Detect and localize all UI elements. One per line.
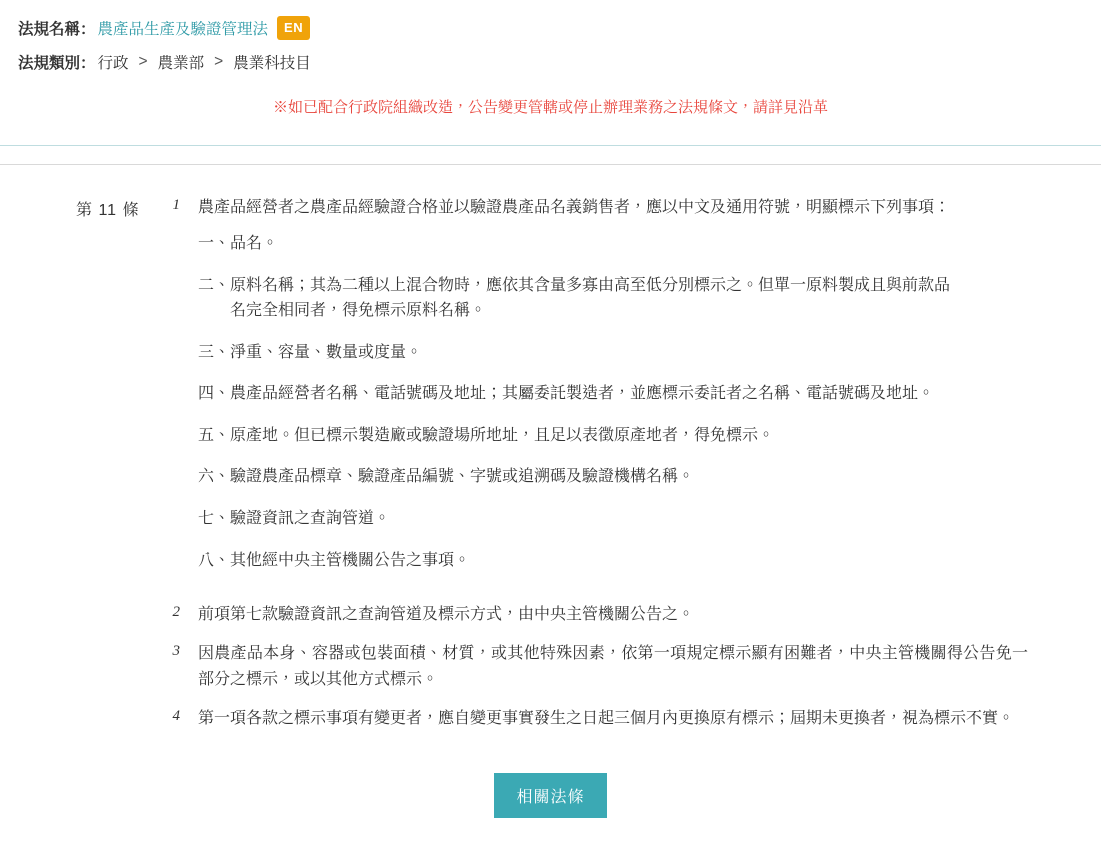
list-item <box>198 340 1028 366</box>
law-category-colon: ： <box>80 55 96 72</box>
paragraph-text: 第一項各款之標示事項有變更者，應自變更事實發生之日起三個月內更換原有標示；屆期未更換者，視為標示不實。 <box>198 709 1015 727</box>
english-version-badge[interactable]: EN <box>277 16 310 40</box>
footer <box>0 755 1101 832</box>
paragraph-number: 2 <box>172 604 180 621</box>
article-container <box>0 165 1101 755</box>
list-item <box>198 548 1028 574</box>
notice-row <box>0 82 1101 135</box>
related-articles-button[interactable]: 相關法條 <box>494 773 606 818</box>
subitem-text: 六、驗證農產品標章、驗證產品編號、字號或追溯碼及驗證機構名稱。 <box>198 468 695 486</box>
breadcrumb-item-subject[interactable]: 農業科技目 <box>233 55 311 72</box>
law-name-label: 法規名稱 <box>18 21 81 38</box>
law-category-label: 法規類別 <box>18 55 81 72</box>
section-divider <box>0 146 1101 165</box>
article-number: 第 11 條 <box>76 202 140 219</box>
subitem-text: 八、其他經中央主管機關公告之事項。 <box>198 551 471 569</box>
paragraph-number: 4 <box>172 707 180 724</box>
law-name-row <box>0 14 1101 42</box>
paragraph <box>168 706 1028 732</box>
subitem-text: 二、原料名稱；其為二種以上混合物時，應依其含量多寡由高至低分別標示之。但單一原料製成且與前款品 <box>198 276 951 294</box>
list-item <box>198 506 1028 532</box>
paragraph-list <box>168 195 1028 745</box>
paragraph-number: 1 <box>172 197 180 213</box>
chevron-right-icon: > <box>138 53 148 70</box>
list-item <box>198 423 1028 449</box>
law-name-link[interactable]: 農產品生產及驗證管理法 <box>97 21 269 38</box>
subitem-text: 七、驗證資訊之查詢管道。 <box>198 510 391 528</box>
subitem-text: 一、品名。 <box>198 234 279 252</box>
subitem-text: 四、農產品經營者名稱、電話號碼及地址；其屬委託製造者，並應標示委託者之名稱、電話號碼及地址。 <box>198 385 935 403</box>
list-item <box>198 464 1028 490</box>
subitem-list <box>198 231 1028 573</box>
subitem-text-continued: 名完全相同者，得免標示原料名稱。 <box>230 302 487 320</box>
chevron-right-icon: > <box>214 53 224 70</box>
law-name-colon: ： <box>80 21 96 38</box>
paragraph <box>168 602 1028 628</box>
paragraph-body <box>198 195 1028 589</box>
breadcrumb <box>98 51 311 73</box>
paragraph-text: 農產品經營者之農產品經驗證合格並以驗證農產品名義銷售者，應以中文及通用符號，明顯標示下列事項： <box>198 199 951 216</box>
paragraph-number: 3 <box>172 643 180 660</box>
breadcrumb-item-administration[interactable]: 行政 <box>97 55 129 72</box>
law-meta-block <box>0 0 1101 146</box>
list-item <box>198 231 1028 257</box>
paragraph <box>168 641 1028 693</box>
list-item <box>198 273 1028 324</box>
list-item <box>198 381 1028 407</box>
paragraph-text: 因農產品本身、容器或包裝面積、材質，或其他特殊因素，依第一項規定標示顯有困難者，中央主管機關得公告免一部分之標示，或以其他方式標示。 <box>198 645 1028 689</box>
law-category-row <box>0 48 1101 76</box>
paragraph-text: 前項第七款驗證資訊之查詢管道及標示方式，由中央主管機關公告之。 <box>198 606 695 624</box>
reorganization-notice[interactable]: ※如已配合行政院組織改造，公告變更管轄或停止辦理業務之法規條文，請詳見沿革 <box>272 99 828 116</box>
subitem-text: 三、淨重、容量、數量或度量。 <box>198 343 423 361</box>
paragraph <box>168 195 1028 589</box>
breadcrumb-item-ministry[interactable]: 農業部 <box>157 55 205 72</box>
subitem-text: 五、原產地。但已標示製造廠或驗證場所地址，且足以表徵原產地者，得免標示。 <box>198 426 775 444</box>
